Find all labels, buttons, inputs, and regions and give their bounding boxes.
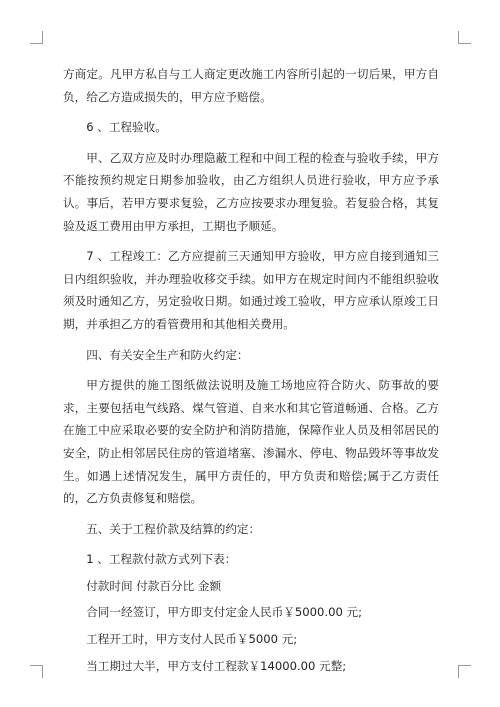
payment-row-start: 工程开工时，甲方支付人民币￥5000 元; xyxy=(86,632,298,647)
document-body xyxy=(63,63,439,677)
payment-row-midway: 当工期过大半，甲方支付工程款￥14000.00 元整; xyxy=(86,658,347,673)
paragraph-continuation: 方商定。凡甲方私自与工人商定更改施工内容所引起的一切后果，甲方自负，给乙方造成损失的，甲方应予赔偿。 xyxy=(63,67,439,104)
heading-acceptance: 6 、工程验收。 xyxy=(86,120,167,135)
crop-mark-bottom-left xyxy=(30,665,43,678)
payment-table-header: 付款时间 付款百分比 金额 xyxy=(86,578,222,593)
paragraph-completion: 7 、工程竣工：乙方应提前三天通知甲方验收，甲方应自接到通知三日内组织验收，并办理验收移交手续。如甲方在规定时间内不能组织验收须及时通知乙方，另定验收日期。如通过竣工验收，甲方应承认原竣工日期，并承担乙方的看管费用和其他相关费用。 xyxy=(63,249,439,331)
paragraph-payment-method: 1 、工程款付款方式列下表： xyxy=(86,552,237,567)
heading-payment: 五、关于工程价款及结算的约定： xyxy=(86,521,261,536)
crop-mark-top-left xyxy=(30,31,43,44)
payment-row-deposit: 合同一经签订，甲方即支付定金人民币￥5000.00 元; xyxy=(86,605,363,620)
crop-mark-bottom-right xyxy=(458,665,471,678)
paragraph-safety: 甲方提供的施工图纸做法说明及施工场地应符合防火、防事故的要求，主要包括电气线路、煤气管道、自来水和其它管道畅通、合格。乙方在施工中应采取必要的安全防护和消防措施，保障作业人员及相邻居民的安全，防止相邻居民住房的管道堵塞、渗漏水、停电、物品毁坏等事故发生。如遇上述情况发生，属甲方责任的，甲方负责和赔偿;属于乙方责任的，乙方负责修复和赔偿。 xyxy=(63,378,439,506)
crop-mark-top-right xyxy=(458,31,471,44)
paragraph-acceptance: 甲、乙双方应及时办理隐蔽工程和中间工程的检查与验收手续，甲方不能按预约规定日期参加验收，由乙方组织人员进行验收，甲方应予承认。事后，若甲方要求复验，乙方应按要求办理复验。若复验合格，其复验及返工费用由甲方承担，工期也予顺延。 xyxy=(63,150,439,233)
heading-safety: 四、有关安全生产和防火约定： xyxy=(86,347,249,362)
